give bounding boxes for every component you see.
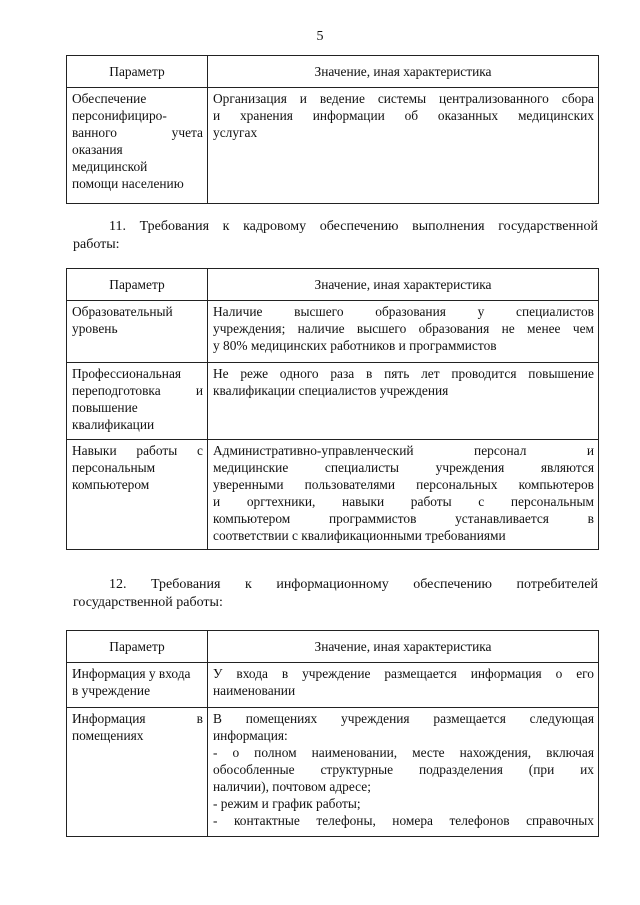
cell-line: повышение: [72, 400, 138, 415]
section-title-line: работы:: [73, 237, 120, 252]
value-cell: [208, 663, 599, 708]
value-cell: [208, 301, 599, 363]
cell-line: уровень: [72, 321, 118, 336]
cell-line: компьютером: [72, 477, 150, 492]
param-cell: [67, 88, 208, 204]
cell-line: персонифициро-: [72, 108, 167, 123]
table-header-row: [67, 269, 599, 301]
header-value: Значение, иная характеристика: [208, 269, 599, 301]
cell-line: наименовании: [213, 683, 296, 698]
cell-line: и хранения информации об оказанных медицинских: [213, 108, 594, 123]
param-cell: [67, 301, 208, 363]
cell-line: Информация у входа: [72, 666, 191, 681]
cell-line: Наличие высшего образования у специалистов: [213, 304, 594, 319]
table-row: [67, 301, 599, 363]
param-cell: [67, 363, 208, 440]
param-cell: [67, 708, 208, 837]
cell-line: У входа в учреждение размещается информация о его: [213, 666, 594, 681]
cell-line: учреждения; наличие высшего образования не менее чем: [213, 321, 594, 336]
cell-line: у 80% медицинских работников и программистов: [213, 338, 497, 353]
value-cell: [208, 363, 599, 440]
cell-line: и оргтехники, навыки работы с персональным: [213, 494, 594, 509]
section-11-title: [73, 218, 598, 254]
cell-line: компьютером программистов устанавливается в: [213, 511, 594, 526]
value-cell: [208, 708, 599, 837]
table-row: [67, 663, 599, 708]
cell-line: Информация в: [72, 711, 203, 726]
cell-line: наличии), почтовом адресе;: [213, 779, 371, 794]
cell-line: уверенными пользователями персональных компьютеров: [213, 477, 594, 492]
cell-line: медицинской: [72, 159, 148, 174]
cell-line: медицинские специалисты учреждения являются: [213, 460, 594, 475]
table-1: [66, 55, 599, 204]
cell-line: - о полном наименовании, месте нахождения, включая: [213, 745, 594, 760]
cell-line: - контактные телефоны, номера телефонов справочных: [213, 813, 594, 828]
cell-line: Обеспечение: [72, 91, 147, 106]
value-cell: [208, 440, 599, 550]
param-cell: [67, 663, 208, 708]
cell-line: - режим и график работы;: [213, 796, 361, 811]
header-param: Параметр: [67, 56, 208, 88]
cell-line: Образовательный: [72, 304, 173, 319]
param-cell: [67, 440, 208, 550]
cell-line: услугах: [213, 125, 258, 140]
section-title-line: государственной работы:: [73, 595, 223, 610]
table-header-row: [67, 56, 599, 88]
cell-line: Административно-управленческий персонал и: [213, 443, 594, 458]
page-number: 5: [316, 29, 324, 44]
table-row: [67, 363, 599, 440]
cell-line: информация:: [213, 728, 288, 743]
cell-line: квалификации специалистов учреждения: [213, 383, 449, 398]
cell-line: помещениях: [72, 728, 144, 743]
table-row: [67, 88, 599, 204]
header-value: Значение, иная характеристика: [208, 631, 599, 663]
cell-line: оказания: [72, 142, 123, 157]
cell-line: персональным: [72, 460, 156, 475]
cell-line: обособленные структурные подразделения (при их: [213, 762, 594, 777]
cell-line: ванного учета: [72, 125, 203, 140]
section-title-line: 11. Требования к кадровому обеспечению выполнения государственной: [109, 219, 598, 234]
cell-line: соответствии с квалификационными требованиями: [213, 528, 506, 543]
cell-line: квалификации: [72, 417, 155, 432]
table-row: [67, 708, 599, 837]
header-param: Параметр: [67, 269, 208, 301]
cell-line: Не реже одного раза в пять лет проводится повышение: [213, 366, 594, 381]
section-12-title: [73, 576, 598, 612]
cell-line: Профессиональная: [72, 366, 182, 381]
section-title-line: 12. Требования к информационному обеспечению потребителей: [109, 577, 598, 592]
cell-line: в учреждение: [72, 683, 151, 698]
cell-line: переподготовка и: [72, 383, 203, 398]
cell-line: Организация и ведение системы централизованного сбора: [213, 91, 594, 106]
cell-line: В помещениях учреждения размещается следующая: [213, 711, 594, 726]
cell-line: Навыки работы с: [72, 443, 203, 458]
value-cell: [208, 88, 599, 204]
table-3: [66, 630, 599, 837]
table-header-row: [67, 631, 599, 663]
table-2: [66, 268, 599, 550]
header-value: Значение, иная характеристика: [208, 56, 599, 88]
cell-line: помощи населению: [72, 176, 184, 191]
table-row: [67, 440, 599, 550]
header-param: Параметр: [67, 631, 208, 663]
